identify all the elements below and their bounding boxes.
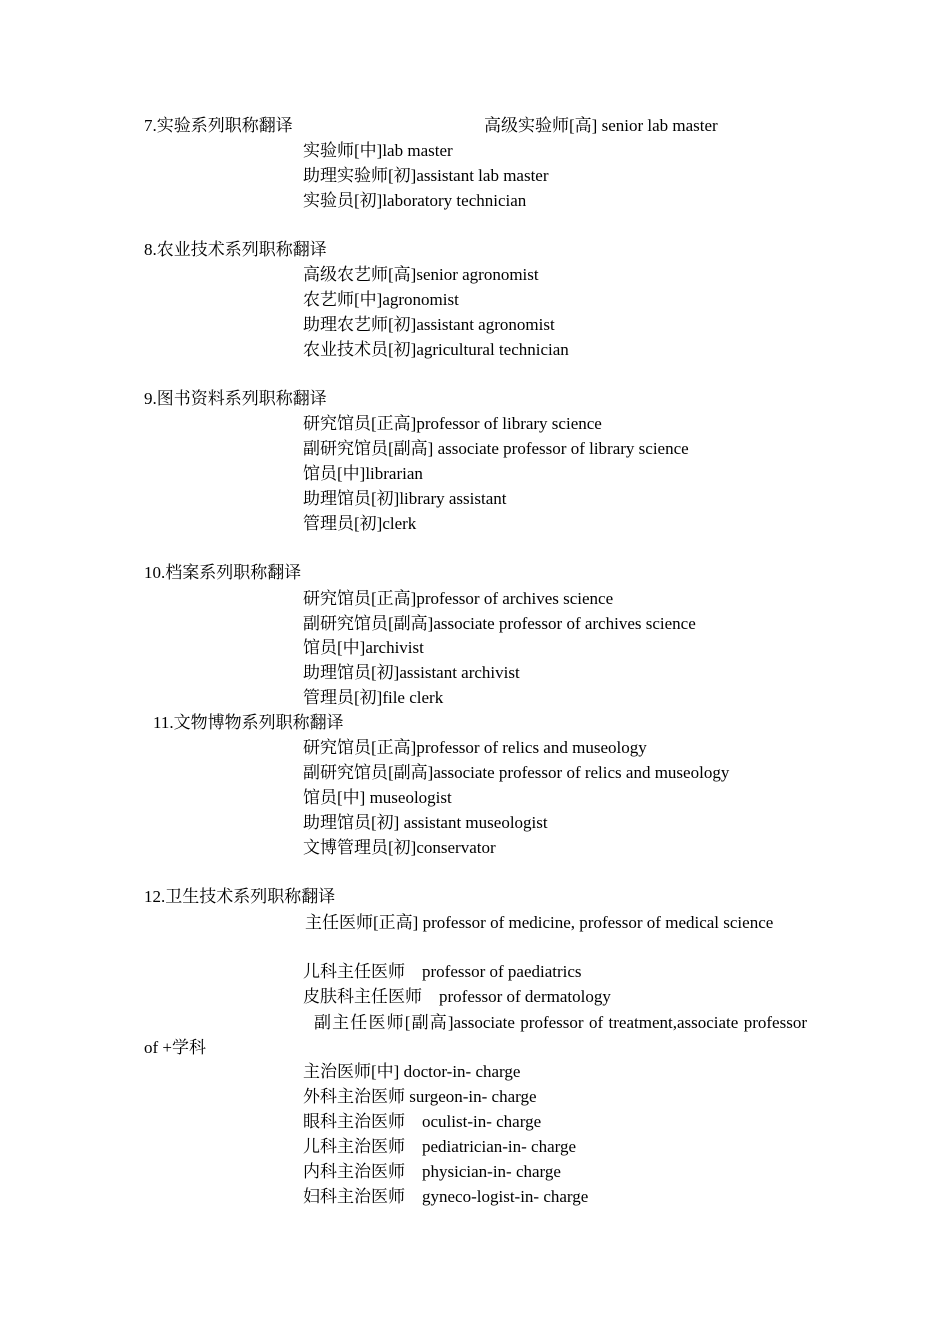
title-item: 主治医师[中] doctor-in- charge <box>303 1062 521 1081</box>
section-heading: 8.农业技术系列职称翻译 <box>144 240 327 259</box>
title-item: 管理员[初]file clerk <box>303 688 444 707</box>
title-item: 皮肤科主任医师 professor of dermatology <box>303 987 611 1006</box>
title-item: 眼科主治医师 oculist-in- charge <box>303 1112 542 1131</box>
title-item: 农艺师[中]agronomist <box>303 290 459 309</box>
title-item: 馆员[中]archivist <box>303 638 424 657</box>
title-item: 副研究馆员[副高]associate professor of relics and museology <box>303 763 730 782</box>
title-paragraph: 主任医师[正高] professor of medicine, professor of medical science <box>305 913 774 932</box>
title-item: 管理员[初]clerk <box>303 514 417 533</box>
section-heading: 11.文物博物系列职称翻译 <box>153 713 344 732</box>
section-heading: 9.图书资料系列职称翻译 <box>144 389 327 408</box>
title-item: 儿科主治医师 pediatrician-in- charge <box>303 1137 577 1156</box>
title-item: 助理实验师[初]assistant lab master <box>303 166 549 185</box>
title-item: 农业技术员[初]agricultural technician <box>303 340 569 359</box>
title-item: 副研究馆员[副高] associate professor of library science <box>303 439 689 458</box>
title-item: 副研究馆员[副高]associate professor of archives science <box>303 614 696 633</box>
title-item: 研究馆员[正高]professor of relics and museology <box>303 738 647 757</box>
title-paragraph: 副主任医师[副高]associate professor of treatment,associate professor of +学科 <box>144 1013 807 1057</box>
title-item: 妇科主治医师 gyneco-logist-in- charge <box>303 1187 589 1206</box>
section-heading: 7.实验系列职称翻译 <box>144 116 293 135</box>
title-item: 助理馆员[初] assistant museologist <box>303 813 548 832</box>
title-item: 实验师[中]lab master <box>303 141 453 160</box>
section-heading: 10.档案系列职称翻译 <box>144 563 302 582</box>
title-item: 助理馆员[初]library assistant <box>303 489 507 508</box>
section-heading-aside: 高级实验师[高] senior lab master <box>484 116 718 135</box>
title-item: 馆员[中] museologist <box>303 788 452 807</box>
title-item: 内科主治医师 physician-in- charge <box>303 1162 561 1181</box>
title-item: 文博管理员[初]conservator <box>303 838 496 857</box>
title-item: 馆员[中]librarian <box>303 464 423 483</box>
title-item: 助理农艺师[初]assistant agronomist <box>303 315 555 334</box>
title-item: 实验员[初]laboratory technician <box>303 191 527 210</box>
title-item: 研究馆员[正高]professor of library science <box>303 414 602 433</box>
title-item: 儿科主任医师 professor of paediatrics <box>303 962 582 981</box>
title-item: 助理馆员[初]assistant archivist <box>303 663 520 682</box>
section-heading: 12.卫生技术系列职称翻译 <box>144 887 336 906</box>
title-item: 研究馆员[正高]professor of archives science <box>303 589 614 608</box>
title-item: 高级农艺师[高]senior agronomist <box>303 265 539 284</box>
title-item: 外科主治医师 surgeon-in- charge <box>303 1087 537 1106</box>
